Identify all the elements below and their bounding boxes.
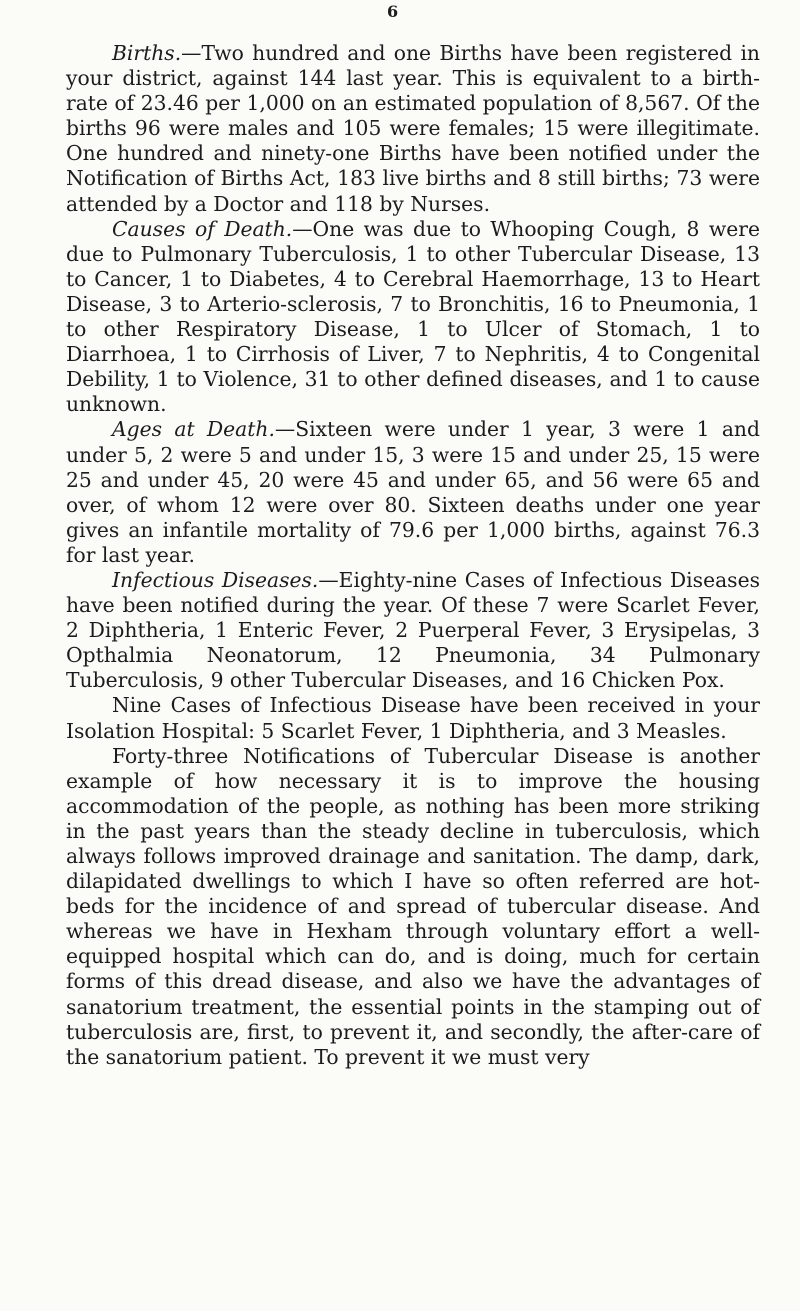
section-heading-ages-at-death: Ages at Death.: [112, 417, 275, 442]
section-heading-causes-of-death: Causes of Death.: [112, 216, 293, 241]
paragraph-text: —One was due to Whooping Cough, 8 were due to Pulmonary Tuberculosis, 1 to other Tubercular Disease, 13 to Cancer, 1 to Diabetes, 4 to Cerebral Haemorrhage, 13 to Heart Disease, 3 to Arterio-sclerosis, 7 to Bronchitis, 16 to Pneumonia, 1 to other Respiratory Disease, 1 to Ulcer of Stomach, 1 to Diarrhoea, 1 to Cirrhosis of Liver, 7 to Nephritis, 4 to Congenital Debility, 1 to Violence, 31 to other defined diseases, and 1 to cause unknown.: [66, 216, 760, 417]
paragraph-births: [66, 41, 760, 217]
paragraph-causes-of-death: [66, 217, 760, 418]
paragraph-text: Nine Cases of Infectious Disease have been received in your Isolation Hospital: 5 Scarlet Fever, 1 Diphtheria, and 3 Measles.: [66, 693, 760, 743]
paragraph-isolation-hospital: [66, 693, 760, 743]
page-number: 6: [387, 2, 399, 21]
paragraph-ages-at-death: [66, 417, 760, 568]
paragraph-tubercular-disease: [66, 744, 760, 1070]
paragraph-text: —Sixteen were under 1 year, 3 were 1 and under 5, 2 were 5 and under 15, 3 were 15 and under 25, 15 were 25 and under 45, 20 were 45 and under 65, and 56 were 65 and over, of whom 12 were over 80. Sixteen deaths under one year gives an infantile mortality of 79.6 per 1,000 births, against 76.3 for last year.: [66, 417, 760, 567]
paragraph-text: Forty-three Notifications of Tubercular Disease is another example of how necessary it is to improve the housing accommodation of the people, as nothing has been more striking in the past years than the steady decline in tuberculosis, which always follows improved drainage and sanitation. The damp, dark, dilapidated dwellings to which I have so often referred are hot-beds for the incidence of and spread of tubercular disease. And whereas we have in Hexham through voluntary effort a well-equipped hospital which can do, and is doing, much for certain forms of this dread disease, and also we have the advantages of sanatorium treatment, the essential points in the stamping out of tuberculosis are, first, to prevent it, and secondly, the after-care of the sanatorium patient. To prevent it we must very: [66, 743, 760, 1069]
paragraph-infectious-diseases: [66, 568, 760, 693]
section-heading-infectious-diseases: Infectious Diseases.: [112, 567, 319, 592]
section-heading-births: Births.: [112, 41, 182, 65]
body-text: [66, 41, 760, 1070]
paragraph-text: —Eighty-nine Cases of Infectious Diseases have been notified during the year. Of these 7 were Scarlet Fever, 2 Diphtheria, 1 Enteric Fever, 2 Puerperal Fever, 3 Erysipelas, 3 Opthalmia Neonatorum, 12 Pneumonia, 34 Pulmonary Tuberculosis, 9 other Tubercular Diseases, and 16 Chicken Pox.: [66, 567, 760, 693]
paragraph-text: —Two hundred and one Births have been registered in your district, against 144 last year. This is equivalent to a birth-rate of 23.46 per 1,000 on an estimated population of 8,567. Of the births 96 were males and 105 were females; 15 were illegitimate. One hundred and ninety-one Births have been notified under the Notification of Births Act, 183 live births and 8 still births; 73 were attended by a Doctor and 118 by Nurses.: [66, 41, 760, 216]
